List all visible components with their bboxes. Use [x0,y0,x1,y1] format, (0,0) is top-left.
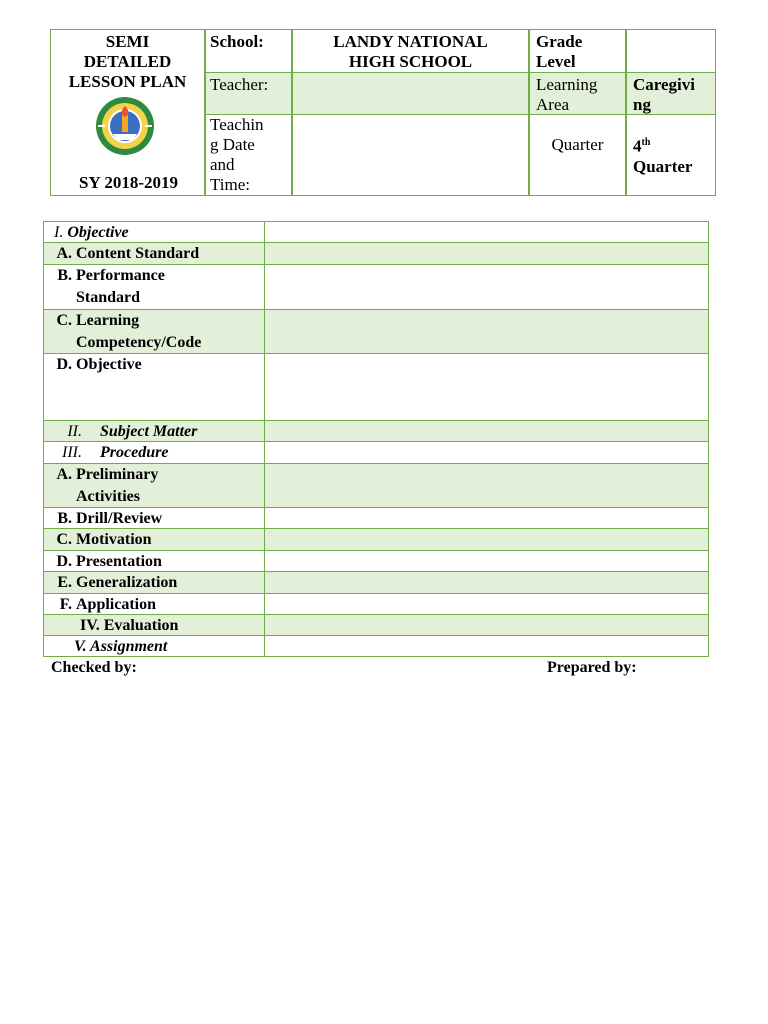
item-text: Presentation [76,553,162,570]
teaching-date-label-line-3: and [210,155,235,174]
item-letter: E. [57,574,72,591]
teacher-label: Teacher: [205,72,292,115]
item-letter: B. [57,510,72,527]
row-objective-heading [43,221,709,243]
learning-competency-cell [43,310,265,354]
teaching-date-label-line-2: g Date [210,135,255,154]
learning-area-label-line-2: Area [536,95,570,114]
item-letter: B. [57,267,72,284]
application-cell [43,594,265,615]
item-letter: A. [56,245,72,262]
checked-by-label: Checked by: [51,659,137,676]
preliminary-activities-answer [265,464,709,508]
evaluation-heading: IV. Evaluation [43,615,265,636]
item-letter: C. [56,531,72,548]
row-generalization [43,572,709,594]
learning-area-label-line-1: Learning [536,75,598,94]
quarter-label: Quarter [529,114,626,196]
grade-level-label-line-1: Grade [536,32,583,51]
presentation-answer [265,551,709,572]
row-assignment [43,636,709,657]
learning-area-label [529,72,626,115]
row-objective-d [43,354,709,421]
school-label: School: [205,29,292,73]
learning-area-value [626,72,716,115]
grade-level-label-line-2: Level [536,52,576,71]
item-letter: F. [59,596,72,613]
item-text: Generalization [76,574,178,591]
teaching-date-label [205,114,292,196]
row-subject-matter [43,421,709,442]
item-letter: D. [56,356,72,373]
objective-heading-cell [43,221,265,243]
school-value-line-2: HIGH SCHOOL [348,52,473,71]
learning-area-value-line-2: ng [633,95,651,114]
roman-numeral: III. [62,444,82,461]
item-text-line-1: Preliminary [76,466,159,483]
teaching-date-label-line-4: Time: [210,175,251,194]
drill-review-answer [265,508,709,529]
content-standard-cell [43,243,265,265]
header-table [50,29,716,196]
row-evaluation [43,615,709,636]
item-text: Motivation [76,531,152,548]
lesson-plan-table [43,221,709,657]
item-text: Application [76,596,157,613]
quarter-ordinal: th [641,137,651,148]
school-value [292,29,529,73]
school-year: SY 2018-2019 [78,173,178,192]
objective-d-cell [43,354,265,421]
presentation-cell [43,551,265,572]
row-drill-review [43,508,709,529]
teaching-date-value [292,114,529,196]
teaching-date-label-line-1: Teachin [210,115,264,134]
row-presentation [43,551,709,572]
performance-standard-cell [43,265,265,310]
roman-numeral: I. [54,224,64,241]
item-text-line-2: Standard [76,289,141,306]
item-text-line-1: Learning [76,312,140,329]
performance-standard-answer [265,265,709,310]
learning-area-value-line-1: Caregivi [633,75,696,94]
grade-level-label [529,29,626,73]
grade-level-value [626,29,716,73]
objective-heading [48,222,264,244]
preliminary-activities-cell [43,464,265,508]
prepared-by-label: Prepared by: [547,659,637,676]
learning-competency-answer [265,310,709,354]
motivation-answer [265,529,709,551]
heading-text: Objective [67,224,129,241]
procedure-cell [43,442,265,464]
row-learning-competency [43,310,709,354]
evaluation-answer [265,615,709,636]
quarter-value-line-1 [633,133,709,157]
content-standard-answer [265,243,709,265]
row-content-standard [43,243,709,265]
item-text: Objective [76,356,142,373]
quarter-number: 4 [633,136,642,156]
roman-numeral: II. [67,423,82,440]
title-line-3: LESSON PLAN [68,72,187,91]
item-text-line-1: Performance [76,267,165,284]
item-text: Drill/Review [76,510,163,527]
subject-matter-cell [43,421,265,442]
generalization-answer [265,572,709,594]
title-line-1: SEMI [105,32,150,51]
title-line-2: DETAILED [83,52,172,71]
item-text-line-2: Competency/Code [76,334,202,351]
drill-review-cell [43,508,265,529]
objective-d-answer [265,354,709,421]
item-text-line-2: Activities [76,488,140,505]
procedure-answer [265,442,709,464]
quarter-value [626,114,716,196]
quarter-value-line-2: Quarter [633,156,693,176]
row-motivation [43,529,709,551]
assignment-answer [265,636,709,657]
item-letter: C. [56,312,72,329]
application-answer [265,594,709,615]
assignment-heading: V. Assignment [43,636,265,657]
heading-text: Subject Matter [100,423,198,440]
school-value-line-1: LANDY NATIONAL [333,32,488,51]
row-performance-standard [43,265,709,310]
teacher-value [292,72,529,115]
heading-text: Procedure [100,444,169,461]
item-text: Content Standard [76,245,200,262]
title-block [50,29,205,196]
generalization-cell [43,572,265,594]
item-letter: A. [56,466,72,483]
objective-heading-answer [265,221,709,243]
item-letter: D. [56,553,72,570]
subject-matter-answer [265,421,709,442]
row-procedure [43,442,709,464]
school-seal-logo [83,96,167,156]
motivation-cell [43,529,265,551]
row-preliminary-activities [43,464,709,508]
signature-footer [51,658,671,678]
row-application [43,594,709,615]
